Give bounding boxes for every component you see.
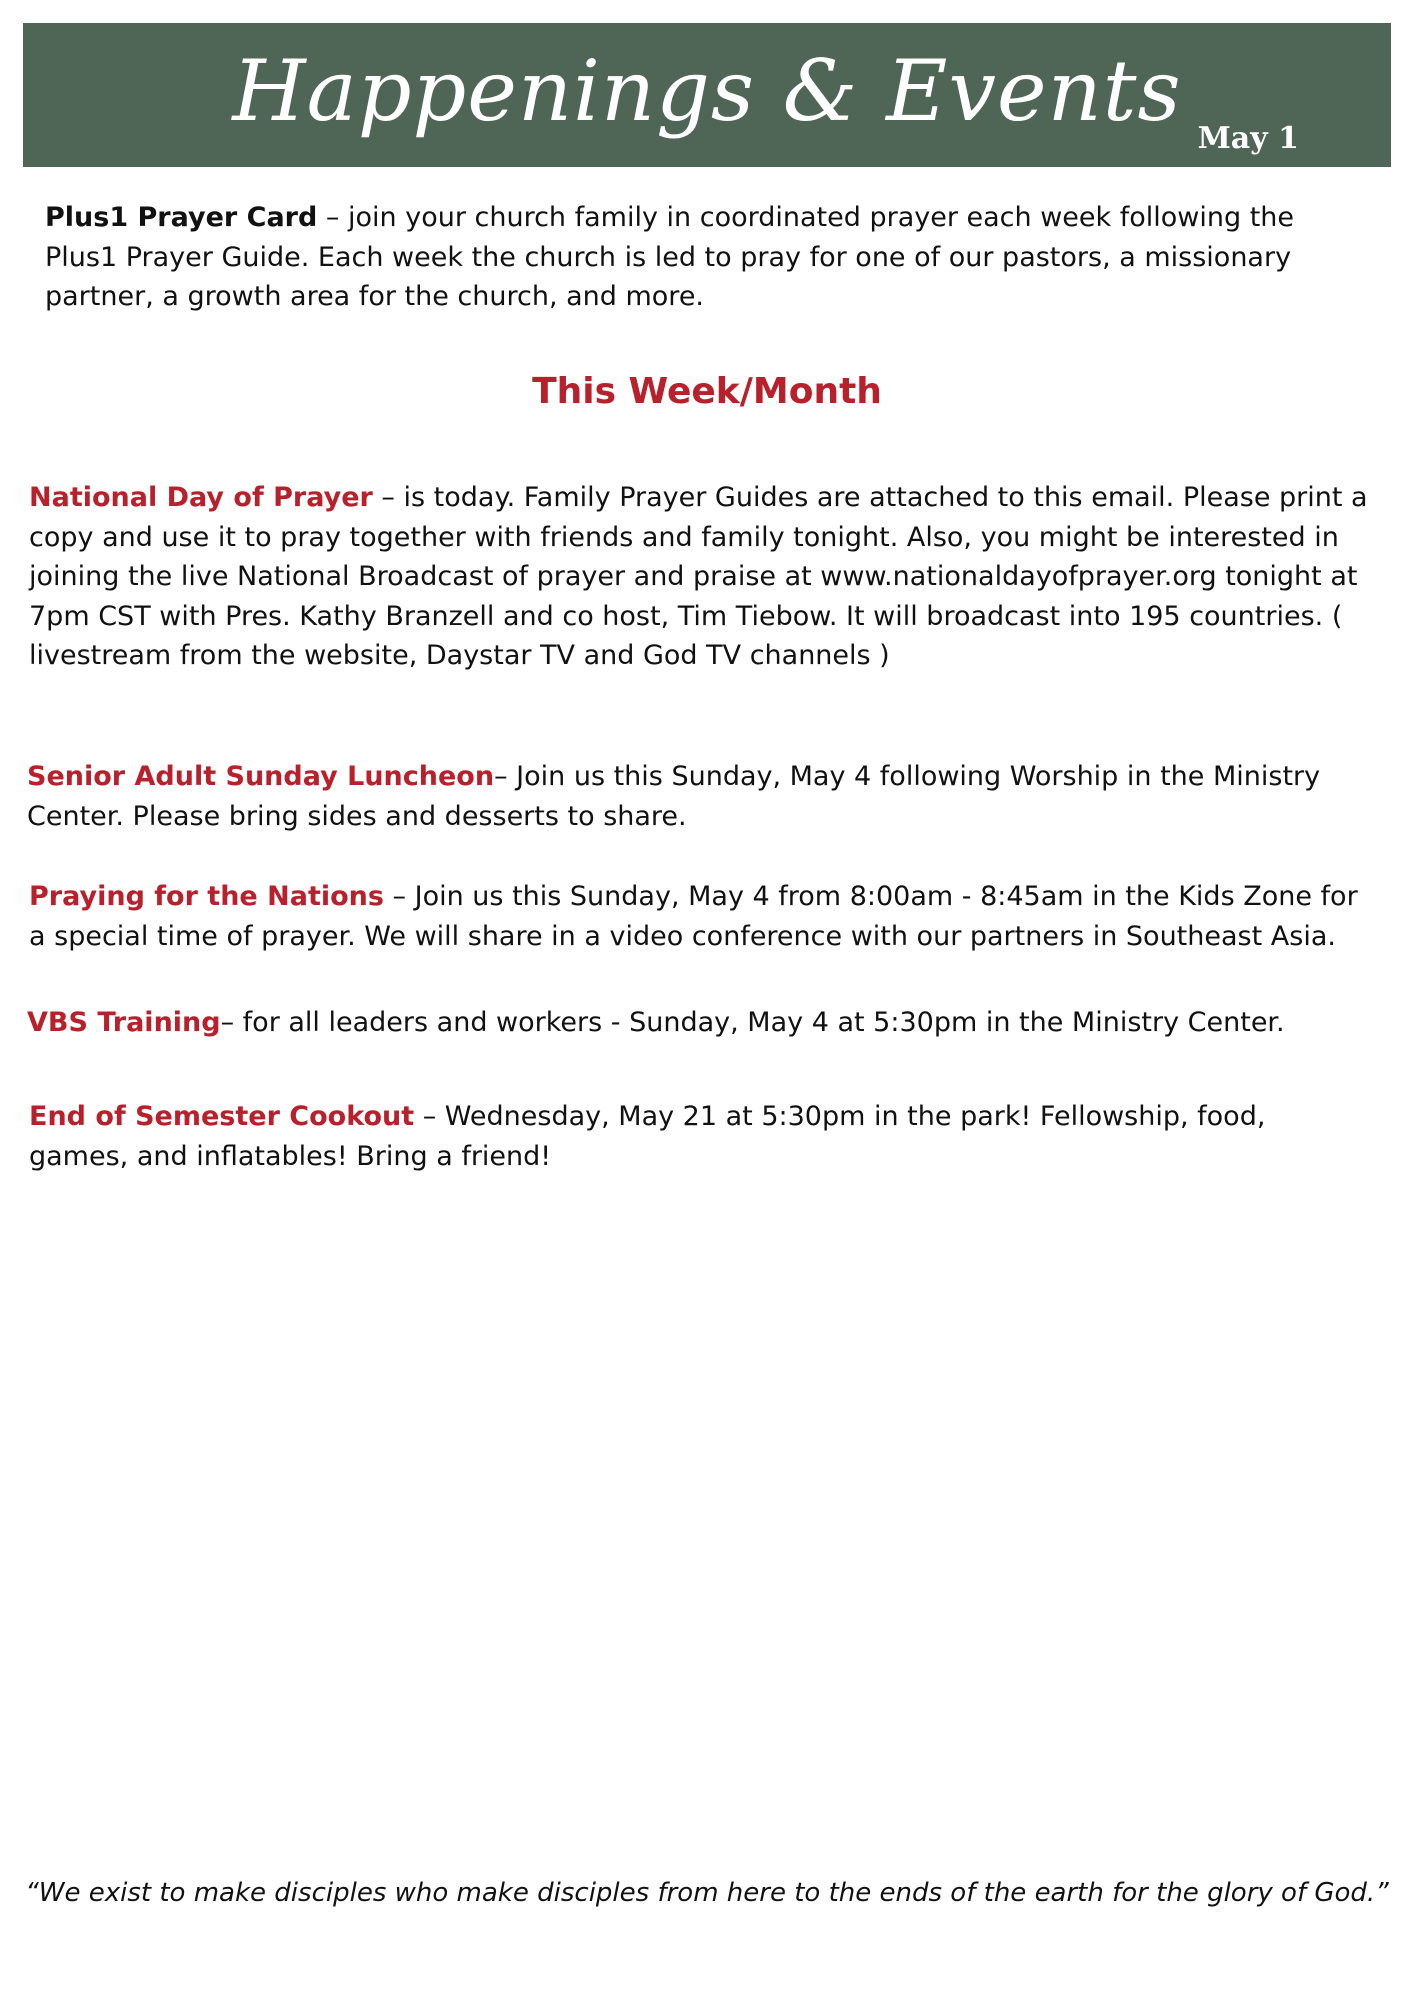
issue-date: May 1 [1197,121,1299,156]
event-text: – Join us this Sunday, May 4 following Worship in the Ministry Center. Please bring sides and desserts to share. [27,761,1321,832]
event-title: End of Semester Cookout [29,1101,415,1132]
intro-lead: Plus1 Prayer Card [45,202,318,233]
event-title: VBS Training [27,1007,221,1038]
intro-paragraph [45,198,1345,317]
header-banner [23,23,1391,167]
event-national-day-of-prayer [29,478,1391,676]
event-text: – is today. Family Prayer Guides are attached to this email. Please print a copy and use it to pray together with friends and family tonight. Also, you might be interested in joining the live National Broadcast of prayer and praise at www.nationaldayofprayer.org tonight at 7pm CST with Pres. Kathy Branzell and co host, Tim Tiebow. It will broadcast into 195 countries. ( livestream from the website, Daystar TV and God TV channels ) [29,482,1368,671]
event-text: – Join us this Sunday, May 4 from 8:00am - 8:45am in the Kids Zone for a special time of prayer. We will share in a video conference with our partners in Southeast Asia. [29,881,1358,952]
event-semester-cookout [29,1097,1359,1176]
page-title: Happenings & Events [232,42,1182,140]
section-heading: This Week/Month [532,371,882,412]
event-title: National Day of Prayer [29,482,373,513]
event-senior-adult-luncheon [27,757,1347,836]
event-title: Praying for the Nations [29,881,384,912]
event-title: Senior Adult Sunday Luncheon [27,761,495,792]
event-praying-for-nations [29,877,1379,956]
event-text: – Wednesday, May 21 at 5:30pm in the park! Fellowship, food, games, and inflatables! Bring a friend! [29,1101,1266,1172]
mission-statement: “We exist to make disciples who make disciples from here to the ends of the earth for the glory of God.” [25,1878,1389,1908]
intro-text: – join your church family in coordinated prayer each week following the Plus1 Prayer Guide. Each week the church is led to pray for one of our pastors, a missionary partner, a growth area for the church, and more. [45,202,1295,312]
event-text: – for all leaders and workers - Sunday, May 4 at 5:30pm in the Ministry Center. [220,1007,1285,1038]
event-vbs-training [27,1003,1367,1043]
